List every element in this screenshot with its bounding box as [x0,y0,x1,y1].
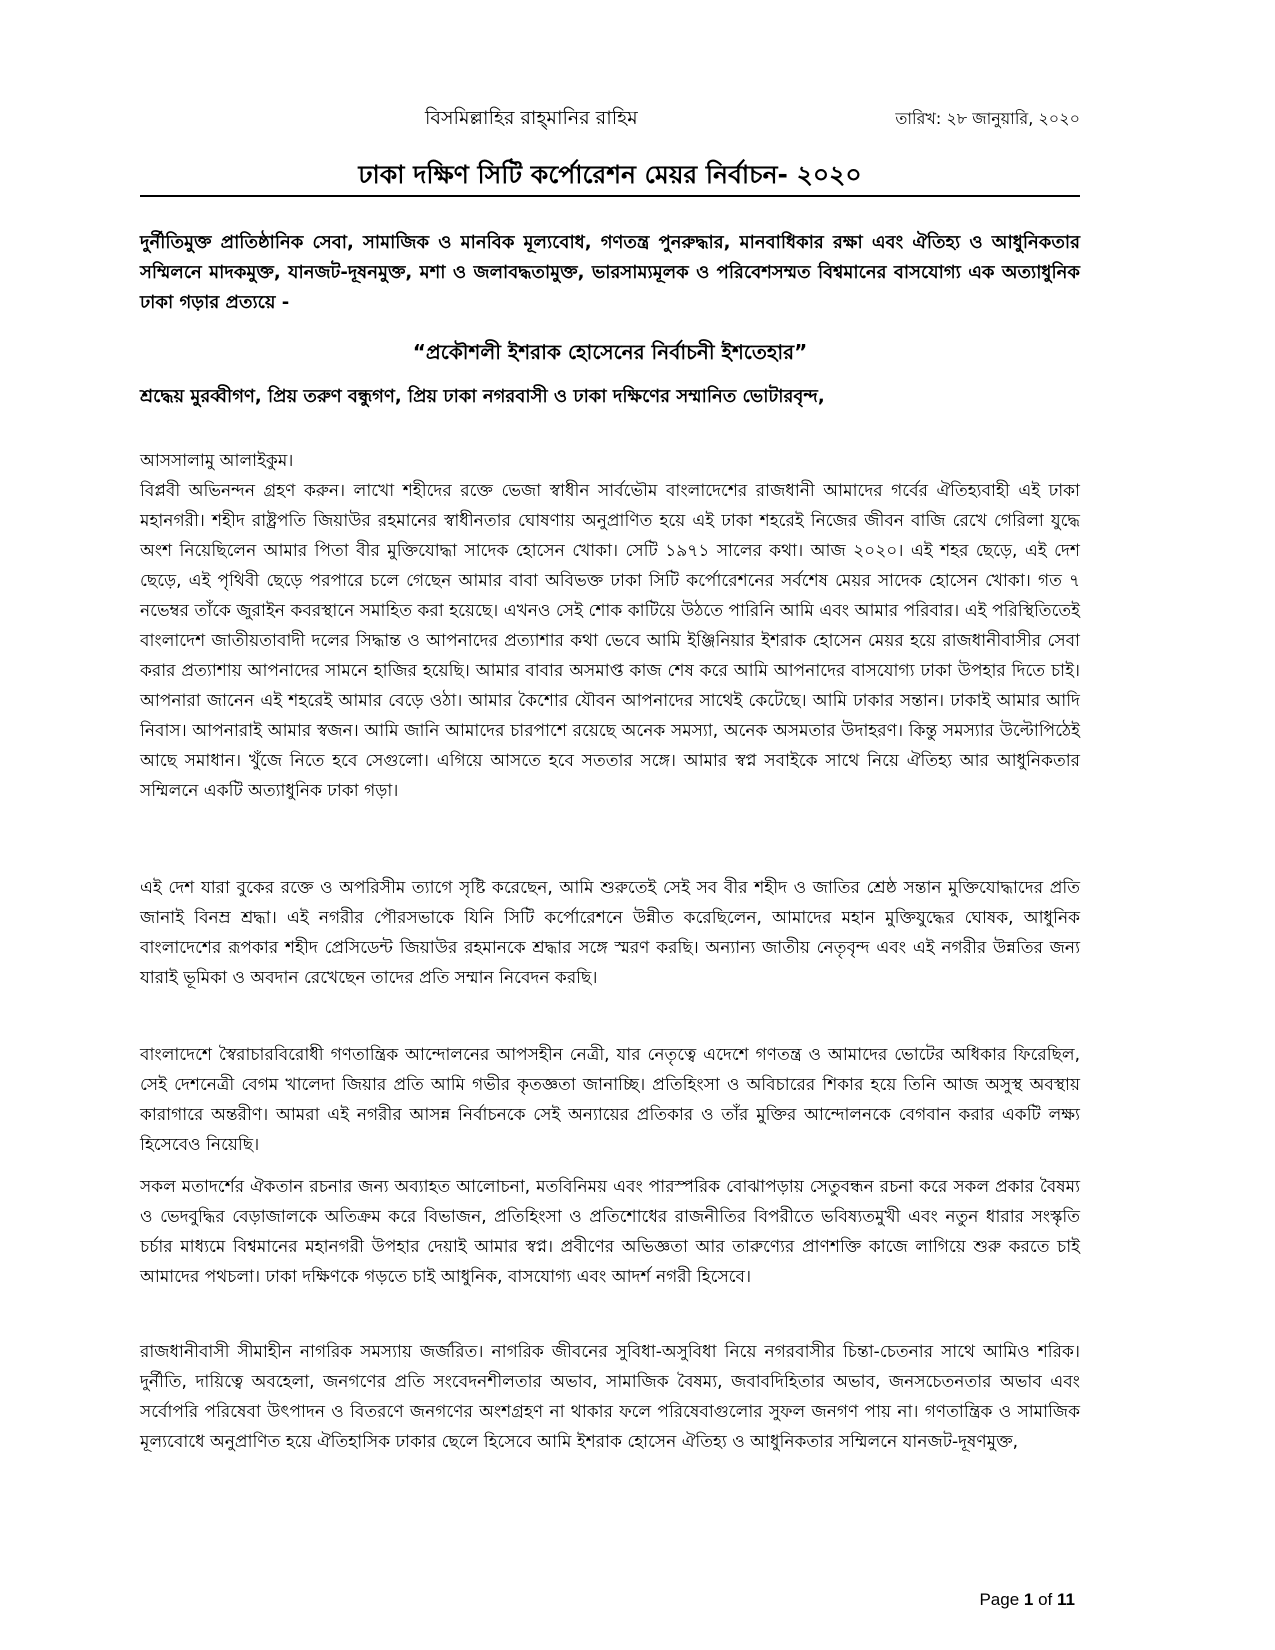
body-paragraph: বাংলাদেশে স্বৈরাচারবিরোধী গণতান্ত্রিক আন্দোলনের আপসহীন নেত্রী, যার নেতৃত্বে এদেশে গণতন্ত্র ও আমাদের ভোটের অধিকার ফিরেছিল, সেই দেশনেত্রী বেগম খালেদা জিয়ার প্রতি আমি গভীর কৃতজ্ঞতা জানাচ্ছি। প্রতিহিংসা ও অবিচারের শিকার হয়ে তিনি আজ অসুস্থ অবস্থায় কারাগারে অন্তরীণ। আমরা এই নগরীর আসন্ন নির্বাচনকে সেই অন্যায়ের প্রতিকার ও তাঁর মুক্তির আন্দোলনকে বেগবান করার একটি লক্ষ্য হিসেবেও নিয়েছি। [140,1045,1080,1155]
page-header [140,104,1080,134]
page-word: Page [979,1590,1020,1609]
page-current: 1 [1023,1590,1034,1609]
page-total: 11 [1057,1590,1075,1609]
manifesto-title: “প্রকৌশলী ইশরাক হোসেনের নির্বাচনী ইশতেহার” [412,340,808,364]
page-number [979,1590,1075,1610]
document-title: ঢাকা দক্ষিণ সিটি কর্পোরেশন মেয়র নির্বাচন- ২০২০ [358,160,862,189]
of-word: of [1038,1590,1053,1609]
intro-statement: দুর্নীতিমুক্ত প্রাতিষ্ঠানিক সেবা, সামাজিক ও মানবিক মূল্যবোধ, গণতন্ত্র পুনরুদ্ধার, মানবাধিকার রক্ষা এবং ঐতিহ্য ও আধুনিকতার সম্মিলনে মাদকমুক্ত, যানজট-দূষনমুক্ত, মশা ও জলাবদ্ধতামুক্ত, ভারসাম্যমূলক ও পরিবেশসম্মত বিশ্বমানের বাসযোগ্য এক অত্যাধুনিক ঢাকা গড়ার প্রত্যয়ে - [140,232,1080,313]
bismillah-heading: বিসমিল্লাহির রাহ্‌মানির রাহিম [425,107,638,129]
greeting: আসসালামু আলাইকুম। [140,451,294,471]
title-divider [140,195,1080,197]
body-paragraph: বিপ্লবী অভিনন্দন গ্রহণ করুন। লাখো শহীদের রক্তে ভেজা স্বাধীন সার্বভৌম বাংলাদেশের রাজধানী আমাদের গর্বের ঐতিহ্যবাহী এই ঢাকা মহানগরী। শহীদ রাষ্ট্রপতি জিয়াউর রহমানের স্বাধীনতার ঘোষণায় অনুপ্রাণিত হয়ে এই ঢাকা শহরেই নিজের জীবন বাজি রেখে গেরিলা যুদ্ধে অংশ নিয়েছিলেন আমার পিতা বীর মুক্তিযোদ্ধা সাদেক হোসেন খোকা। সেটি ১৯৭১ সালের কথা। আজ ২০২০। এই শহর ছেড়ে, এই দেশ ছেড়ে, এই পৃথিবী ছেড়ে পরপারে চলে গেছেন আমার বাবা অবিভক্ত ঢাকা সিটি কর্পোরেশনের সর্বশেষ মেয়র সাদেক হোসেন খোকা। গত ৭ নভেম্বর তাঁকে জুরাইন কবরস্থানে সমাহিত করা হয়েছে। এখনও সেই শোক কাটিয়ে উঠতে পারিনি আমি এবং আমার পরিবার। এই পরিস্থিতিতেই বাংলাদেশ জাতীয়তাবাদী দলের সিদ্ধান্ত ও আপনাদের প্রত্যাশার কথা ভেবে আমি ইঞ্জিনিয়ার ইশরাক হোসেন মেয়র হয়ে রাজধানীবাসীর সেবা করার প্রত্যাশায় আপনাদের সামনে হাজির হয়েছি। আমার বাবার অসমাপ্ত কাজ শেষ করে আমি আপনাদের বাসযোগ্য ঢাকা উপহার দিতে চাই। আপনারা জানেন এই শহরেই আমার বেড়ে ওঠা। আমার কৈশোর যৌবন আপনাদের সাথেই কেটেছে। আমি ঢাকার সন্তান। ঢাকাই আমার আদি নিবাস। আপনারাই আমার স্বজন। আমি জানি আমাদের চারপাশে রয়েছে অনেক সমস্যা, অনেক অসমতার উদাহরণ। কিন্তু সমস্যার উল্টোপিঠেই আছে সমাধান। খুঁজে নিতে হবে সেগুলো। এগিয়ে আসতে হবে সততার সঙ্গে। আমার স্বপ্ন সবাইকে সাথে নিয়ে ঐতিহ্য আর আধুনিকতার সম্মিলনে একটি অত্যাধুনিক ঢাকা গড়া। [140,481,1080,801]
document-date: তারিখ: ২৮ জানুয়ারি, ২০২০ [895,109,1080,128]
salutation: শ্রদ্ধেয় মুরব্বীগণ, প্রিয় তরুণ বন্ধুগণ, প্রিয় ঢাকা নগরবাসী ও ঢাকা দক্ষিণের সম্মানিত ভোটারবৃন্দ, [140,386,825,407]
body-paragraph: রাজধানীবাসী সীমাহীন নাগরিক সমস্যায় জর্জরিত। নাগরিক জীবনের সুবিধা-অসুবিধা নিয়ে নগরবাসীর চিন্তা-চেতনার সাথে আমিও শরিক। দুর্নীতি, দায়িত্বে অবহেলা, জনগণের প্রতি সংবেদনশীলতার অভাব, সামাজিক বৈষম্য, জবাবদিহিতার অভাব, জনসচেতনতার অভাব এবং সর্বোপরি পরিষেবা উৎপাদন ও বিতরণে জনগণের অংশগ্রহণ না থাকার ফলে পরিষেবাগুলোর সুফল জনগণ পায় না। গণতান্ত্রিক ও সামাজিক মূল্যবোধে অনুপ্রাণিত হয়ে ঐতিহাসিক ঢাকার ছেলে হিসেবে আমি ইশরাক হোসেন ঐতিহ্য ও আধুনিকতার সম্মিলনে যানজট-দূষণমুক্ত, [140,1342,1080,1452]
body-paragraph: সকল মতাদর্শের ঐকতান রচনার জন্য অব্যাহত আলোচনা, মতবিনিময় এবং পারস্পরিক বোঝাপড়ায় সেতুবন্ধন রচনা করে সকল প্রকার বৈষম্য ও ভেদবুদ্ধির বেড়াজালকে অতিক্রম করে বিভাজন, প্রতিহিংসা ও প্রতিশোধের রাজনীতির বিপরীতে ভবিষ্যতমুখী এবং নতুন ধারার সংস্কৃতি চর্চার মাধ্যমে বিশ্বমানের মহানগরী উপহার দেয়াই আমার স্বপ্ন। প্রবীণের অভিজ্ঞতা আর তারুণ্যের প্রাণশক্তি কাজে লাগিয়ে শুরু করতে চাই আমাদের পথচলা। ঢাকা দক্ষিণকে গড়তে চাই আধুনিক, বাসযোগ্য এবং আদর্শ নগরী হিসেবে। [140,1177,1080,1287]
body-paragraph: এই দেশ যারা বুকের রক্তে ও অপরিসীম ত্যাগে সৃষ্টি করেছেন, আমি শুরুতেই সেই সব বীর শহীদ ও জাতির শ্রেষ্ঠ সন্তান মুক্তিযোদ্ধাদের প্রতি জানাই বিনম্র শ্রদ্ধা। এই নগরীর পৌরসভাকে যিনি সিটি কর্পোরেশনে উন্নীত করেছিলেন, আমাদের মহান মুক্তিযুদ্ধের ঘোষক, আধুনিক বাংলাদেশের রূপকার শহীদ প্রেসিডেন্ট জিয়াউর রহমানকে শ্রদ্ধার সঙ্গে স্মরণ করছি। অন্যান্য জাতীয় নেতৃবৃন্দ এবং এই নগরীর উন্নতির জন্য যারাই ভূমিকা ও অবদান রেখেছেন তাদের প্রতি সম্মান নিবেদন করছি। [140,878,1080,988]
